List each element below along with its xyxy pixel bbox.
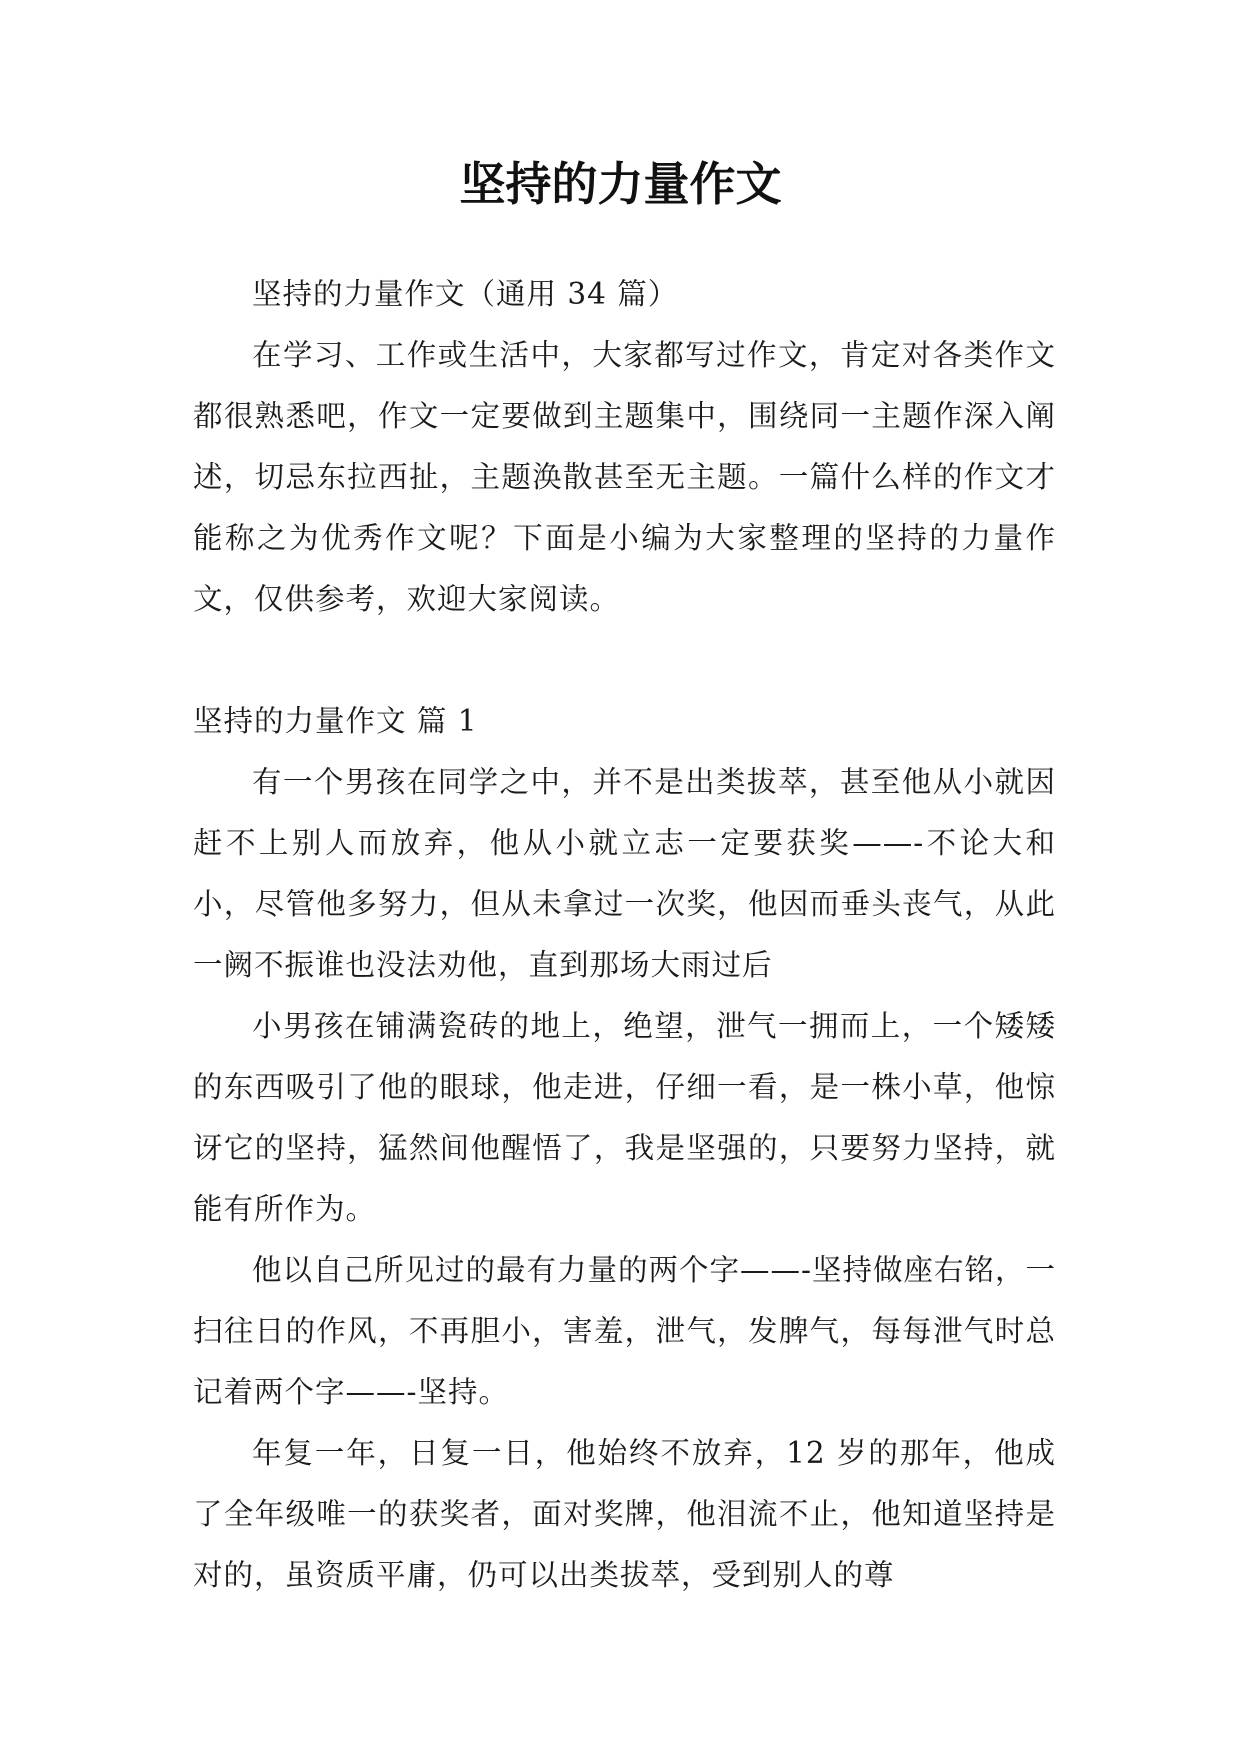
document-title: 坚持的力量作文 xyxy=(459,157,782,211)
body-paragraph: 他以自己所见过的最有力量的两个字——-坚持做座右铭，一扫往日的作风，不再胆小，害羞，泄气，发脾气，每每泄气时总记着两个字——-坚持。 xyxy=(193,1253,1056,1409)
section-heading: 坚持的力量作文 篇 1 xyxy=(193,704,478,738)
body-paragraph: 年复一年，日复一日，他始终不放弃，12 岁的那年，他成了全年级唯一的获奖者，面对奖牌，他泪流不止，他知道坚持是对的，虽资质平庸，仍可以出类拔萃，受到别人的尊 xyxy=(193,1436,1056,1592)
intro-paragraph: 在学习、工作或生活中，大家都写过作文，肯定对各类作文都很熟悉吧，作文一定要做到主题集中，围绕同一主题作深入阐述，切忌东拉西扯，主题涣散甚至无主题。一篇什么样的作文才能称之为优秀作文呢？下面是小编为大家整理的坚持的力量作文，仅供参考，欢迎大家阅读。 xyxy=(193,338,1056,616)
body-paragraph: 小男孩在铺满瓷砖的地上，绝望，泄气一拥而上，一个矮矮的东西吸引了他的眼球，他走进，仔细一看，是一株小草，他惊讶它的坚持，猛然间他醒悟了，我是坚强的，只要努力坚持，就能有所作为。 xyxy=(193,1009,1056,1226)
body-paragraph: 有一个男孩在同学之中，并不是出类拔萃，甚至他从小就因赶不上别人而放弃，他从小就立志一定要获奖——-不论大和小，尽管他多努力，但从未拿过一次奖，他因而垂头丧气，从此一阙不振谁也没法劝他，直到那场大雨过后 xyxy=(193,765,1056,982)
document-body xyxy=(193,264,1056,1606)
document-subtitle: 坚持的力量作文（通用 34 篇） xyxy=(252,277,679,311)
